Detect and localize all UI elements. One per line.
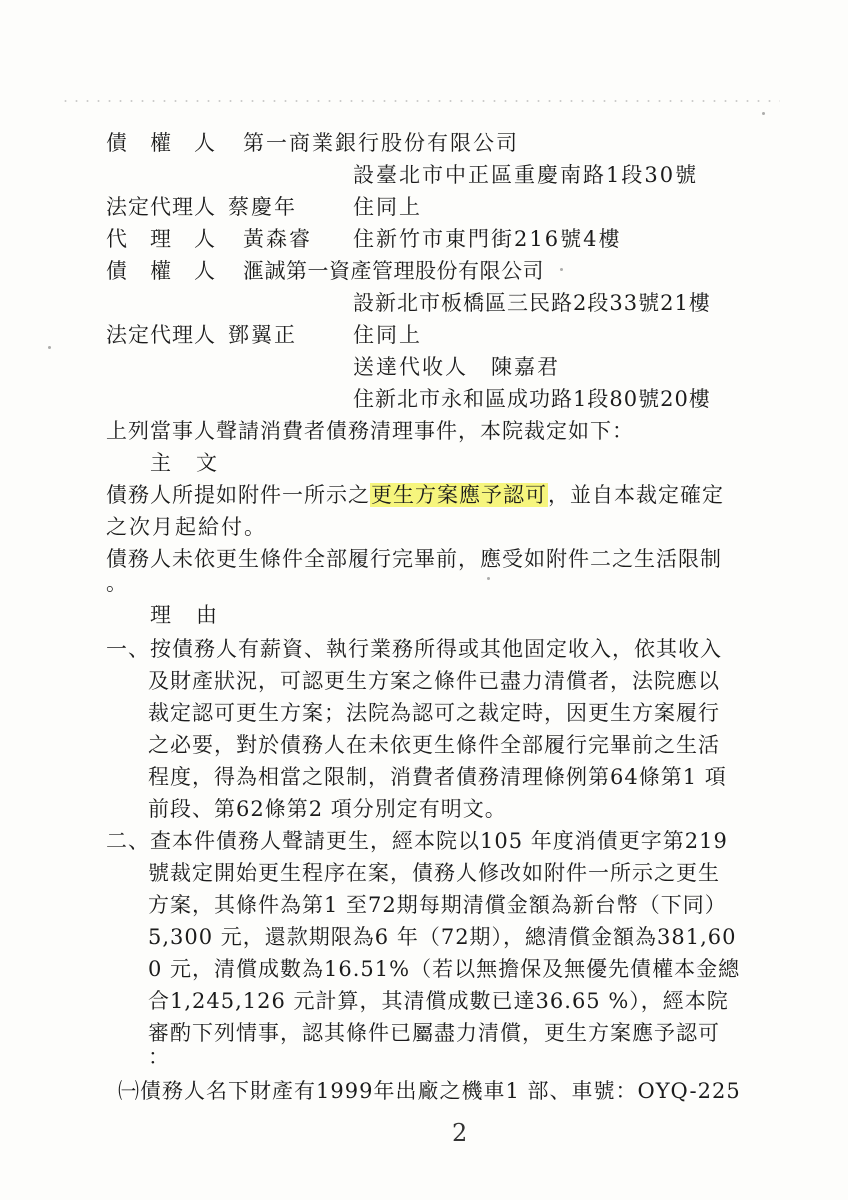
reason-line: 裁定認可更生方案；法院為認可之裁定時，因更生方案履行: [148, 701, 720, 725]
scan-artifact: [60, 98, 780, 104]
main-heading: 主 文: [150, 451, 219, 475]
reason-line: 程度，得為相當之限制，消費者債務清理條例第64條第1 項: [148, 765, 727, 789]
main-text-part: ，並自本裁定確定: [548, 483, 724, 507]
scan-speck: [560, 268, 563, 271]
reason-line: 二、查本件債務人聲請更生，經本院以105 年度消債更字第219: [106, 829, 728, 853]
party-name: 黃森睿: [243, 227, 312, 251]
main-text-line: 。: [106, 571, 129, 595]
main-text-line: [106, 480, 724, 510]
party-name: 第一商業銀行股份有限公司: [243, 131, 519, 155]
scan-speck: [48, 346, 51, 349]
party-role: 債 權 人: [106, 131, 216, 155]
reason-line: 5,300 元，還款期限為6 年（72期），總清償金額為381,60: [148, 925, 737, 949]
item-line: ㈠債務人名下財產有1999年出廠之機車1 部、車號：OYQ-225: [118, 1079, 741, 1103]
reason-line: 一、按債務人有薪資、執行業務所得或其他固定收入，依其收入: [106, 637, 722, 661]
party-role: 債 權 人: [106, 259, 216, 283]
reason-line: 之必要，對於債務人在未依更生條件全部履行完畢前之生活: [148, 733, 720, 757]
party-name: 蔡慶年: [228, 195, 297, 219]
page-number: 2: [452, 1119, 468, 1147]
party-address: 住新竹市東門街216號4樓: [353, 227, 622, 251]
reason-line: 0 元，清償成數為16.51%（若以無擔保及無優先債權本金總: [148, 957, 741, 981]
reason-line: ：: [148, 1045, 171, 1069]
main-text-part: 債務人所提如附件一所示之: [106, 483, 370, 507]
party-name: 鄧翼正: [228, 323, 297, 347]
reason-line: 合1,245,126 元計算，其清償成數已達36.65 %），經本院: [148, 989, 729, 1013]
party-address: 設新北市板橋區三民路2段33號21樓: [353, 291, 711, 315]
reason-line: 前段、第62條第2 項分別定有明文。: [148, 797, 507, 821]
party-role: 法定代理人: [106, 195, 216, 219]
reason-line: 號裁定開始更生程序在案，債務人修改如附件一所示之更生: [148, 861, 720, 885]
party-address: 住同上: [353, 323, 422, 347]
reason-heading: 理 由: [150, 603, 219, 627]
main-text-line: 之次月起給付。: [106, 515, 267, 539]
main-text-line: 債務人未依更生條件全部履行完畢前，應受如附件二之生活限制: [106, 547, 722, 571]
service-agent: 送達代收人 陳嘉君: [353, 355, 560, 379]
party-address: 設臺北市中正區重慶南路1段30號: [353, 163, 699, 187]
service-agent-address: 住新北市永和區成功路1段80號20樓: [353, 387, 711, 411]
scan-speck: [487, 577, 490, 580]
reason-line: 及財產狀況，可認更生方案之條件已盡力清償者，法院應以: [148, 669, 720, 693]
reason-line: 審酌下列情事，認其條件已屬盡力清償，更生方案應予認可: [148, 1021, 720, 1045]
party-name: 滙誠第一資產管理股份有限公司: [243, 259, 544, 283]
scan-speck: [762, 112, 765, 115]
party-role: 法定代理人: [106, 323, 216, 347]
party-address: 住同上: [353, 195, 422, 219]
reason-line: 方案，其條件為第1 至72期每期清償金額為新台幣（下同）: [148, 893, 727, 917]
highlighted-text: 更生方案應予認可: [371, 483, 547, 507]
party-role: 代 理 人: [106, 227, 216, 251]
intro-text: 上列當事人聲請消費者債務清理事件，本院裁定如下：: [106, 419, 634, 443]
